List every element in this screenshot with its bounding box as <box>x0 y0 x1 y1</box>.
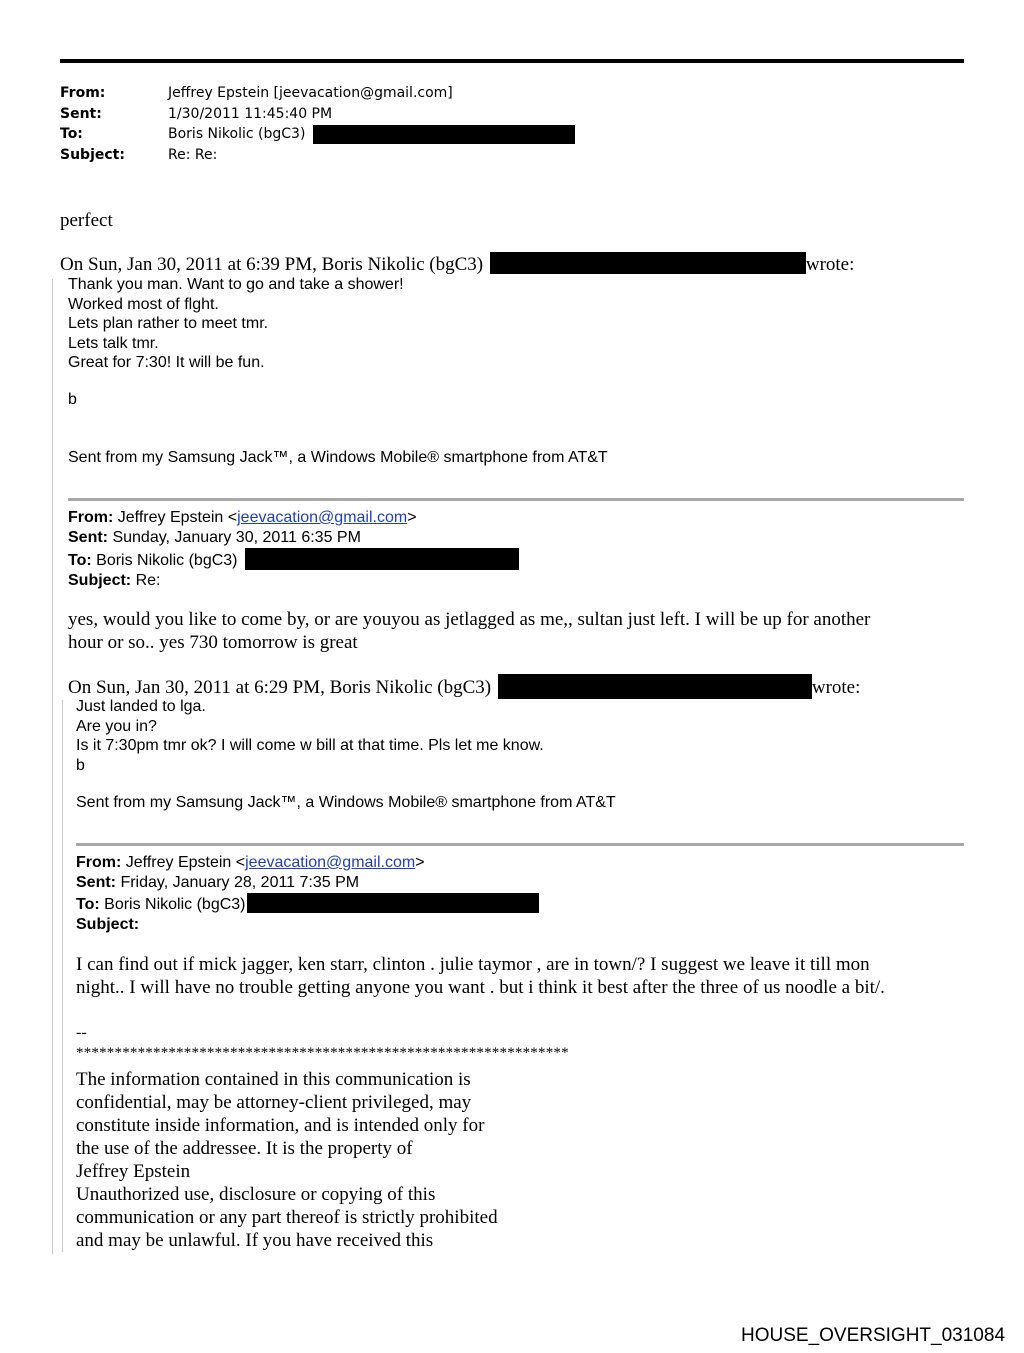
header-from-value: Jeffrey Epstein [jeevacation@gmail.com] <box>168 85 453 101</box>
disclaimer-line: constitute inside information, and is intended only for <box>76 1115 485 1136</box>
email2-subject-label: Subject: <box>68 572 132 589</box>
email3-from-close: > <box>415 854 425 871</box>
email2-from-row <box>68 508 519 528</box>
quote-bar-inner <box>62 700 63 1252</box>
quote2-footer: Sent from my Samsung Jack™, a Windows Mobile® smartphone from AT&T <box>76 794 616 811</box>
header-from-label: From: <box>60 85 106 101</box>
email3-to-row <box>76 893 539 915</box>
disclaimer-line: Unauthorized use, disclosure or copying of this <box>76 1184 436 1205</box>
email3-sent-row <box>76 873 539 893</box>
header-to-label: To: <box>60 126 83 142</box>
quote2-intro-end: wrote: <box>811 677 861 698</box>
email2-to-row <box>68 548 519 571</box>
disclaimer-line: the use of the addressee. It is the property of <box>76 1138 413 1159</box>
header-to-name: Boris Nikolic (bgC3) <box>168 126 306 142</box>
email2-from-label: From: <box>68 509 114 526</box>
signature-dash: -- <box>76 1024 87 1041</box>
quote2-intro <box>68 674 860 699</box>
email2-subject-value: Re: <box>135 572 161 589</box>
quote2-line: Are you in? <box>76 717 157 735</box>
email2-to-value: Boris Nikolic (bgC3) <box>96 552 238 569</box>
quote1-line: Great for 7:30! It will be fun. <box>68 354 265 371</box>
disclaimer-line: The information contained in this communication is <box>76 1069 471 1090</box>
email2-sent-row <box>68 528 519 548</box>
email2-body-line: hour or so.. yes 730 tomorrow is great <box>68 632 358 653</box>
header-subject-value: Re: Re: <box>168 147 218 163</box>
email3-subject-row <box>76 915 539 935</box>
email3-subject-label: Subject: <box>76 916 140 933</box>
email2-from-email-link[interactable]: jeevacation@gmail.com <box>237 509 408 526</box>
disclaimer-line: Jeffrey Epstein <box>76 1161 191 1182</box>
header-to-value <box>168 124 575 144</box>
email2-to-label: To: <box>68 552 92 569</box>
disclaimer <box>76 1068 498 1252</box>
redaction-bar <box>247 893 539 913</box>
email3-to-value: Boris Nikolic (bgC3) <box>104 896 246 913</box>
message-body: perfect <box>60 210 113 231</box>
top-rule <box>60 59 964 63</box>
email3-header <box>76 853 539 935</box>
header-sent-value: 1/30/2011 11:45:40 PM <box>168 106 333 122</box>
header-sent-label: Sent: <box>60 106 102 122</box>
email3-from-email-link[interactable]: jeevacation@gmail.com <box>245 854 416 871</box>
email3-body <box>76 953 885 999</box>
redaction-bar <box>490 252 806 274</box>
email2-subject-row <box>68 571 519 591</box>
email2-sent-label: Sent: <box>68 529 108 546</box>
disclaimer-line: communication or any part thereof is strictly prohibited <box>76 1207 498 1228</box>
signature-stars: **************************************************************** <box>76 1045 569 1061</box>
quote1-line: Thank you man. Want to go and take a shower! <box>68 276 404 293</box>
quote1-line: Lets plan rather to meet tmr. <box>68 315 269 332</box>
divider <box>76 843 964 846</box>
email2-from-name: Jeffrey Epstein < <box>117 509 238 526</box>
quote2-body <box>76 697 544 775</box>
bates-number: HOUSE_OVERSIGHT_031084 <box>741 1325 1006 1346</box>
quote-bar-outer <box>52 279 53 1254</box>
header-subject-label: Subject: <box>60 147 125 163</box>
email3-from-name: Jeffrey Epstein < <box>125 854 246 871</box>
quote2-line: b <box>76 756 85 774</box>
email3-to-label: To: <box>76 896 100 913</box>
email3-sent-value: Friday, January 28, 2011 7:35 PM <box>120 874 360 891</box>
email2-sent-value: Sunday, January 30, 2011 6:35 PM <box>112 529 361 546</box>
quote1-footer: Sent from my Samsung Jack™, a Windows Mobile® smartphone from AT&T <box>68 449 608 466</box>
email3-sent-label: Sent: <box>76 874 116 891</box>
quote1-body <box>68 275 404 373</box>
quote1-line: Worked most of flght. <box>68 295 219 313</box>
email3-from-label: From: <box>76 854 122 871</box>
quote1-intro <box>60 252 854 276</box>
redaction-bar <box>245 548 519 570</box>
quote2-intro-start: On Sun, Jan 30, 2011 at 6:29 PM, Boris Nikolic (bgC3) <box>68 677 492 698</box>
quote2-line: Just landed to lga. <box>76 698 206 715</box>
email2-header <box>68 508 519 591</box>
disclaimer-line: and may be unlawful. If you have received this <box>76 1230 434 1251</box>
divider <box>68 498 964 501</box>
email2-body-line: yes, would you like to come by, or are youyou as jetlagged as me,, sultan just left. I will be up for another <box>68 609 871 630</box>
quote1-intro-end: wrote: <box>805 254 855 275</box>
email2-body <box>68 608 870 654</box>
redaction-bar <box>313 125 575 144</box>
redaction-bar <box>498 674 812 699</box>
email3-from-row <box>76 853 539 873</box>
disclaimer-line: confidential, may be attorney-client privileged, may <box>76 1092 472 1113</box>
email2-from-close: > <box>407 509 417 526</box>
quote1-line: Lets talk tmr. <box>68 334 159 352</box>
quote2-line: Is it 7:30pm tmr ok? I will come w bill at that time. Pls let me know. <box>76 737 544 754</box>
email3-body-line: I can find out if mick jagger, ken starr, clinton . julie taymor , are in town/? I suggest we leave it till mon <box>76 954 870 975</box>
quote1-sig: b <box>68 391 77 408</box>
quote1-intro-start: On Sun, Jan 30, 2011 at 6:39 PM, Boris Nikolic (bgC3) <box>60 254 484 275</box>
email3-body-line: night.. I will have no trouble getting anyone you want . but i think it best after the three of us noodle a bit/. <box>76 977 885 998</box>
